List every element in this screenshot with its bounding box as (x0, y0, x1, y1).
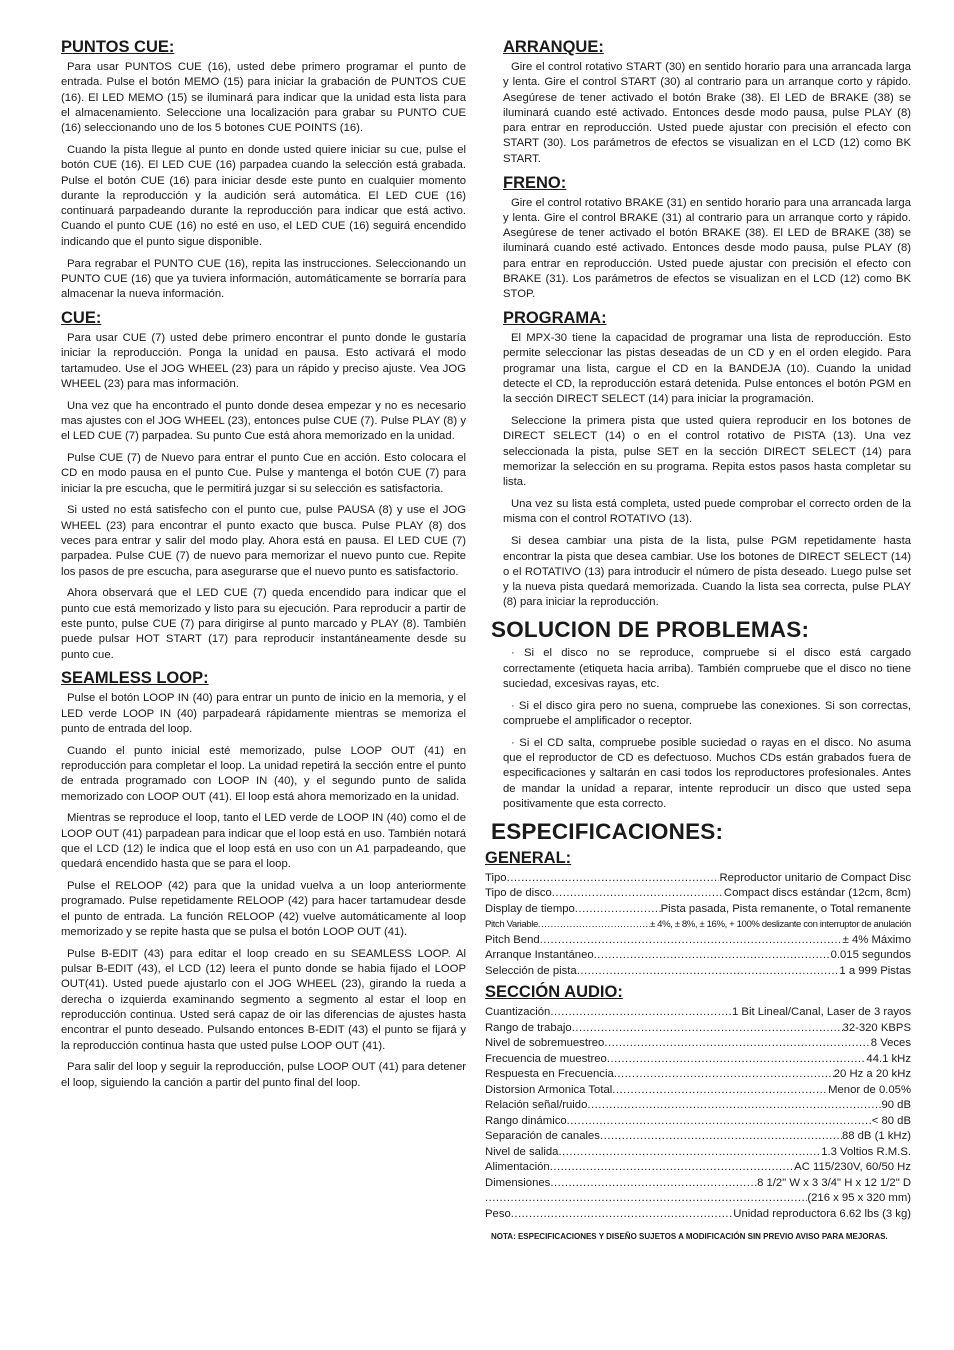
paragraph: Cuando la pista llegue al punto en donde usted quiere iniciar su cue, pulse el botón CUE (16). El LED CUE (16) parpadea cuando la selección está grabada. Pulse el botón CUE (16) para iniciar desde este punto en cualquier momento durante la reproducción y la audición será automática. El LED CUE (16) continuará parpadeando durante la reproducción para indicar que está activo. Cuando el punto CUE (16) no esté en uso, el LED CUE (16) seguirá encendido indicando que el punto sigue disponible. (61, 143, 466, 248)
spec-row (485, 871, 911, 887)
spec-value: 1 a 999 Pistas (839, 964, 911, 977)
subsection-title-seccion-audio: SECCIÓN AUDIO: (485, 983, 623, 1002)
spec-value: 32-320 KBPS (842, 1021, 911, 1034)
spec-row (485, 948, 911, 964)
subsection-title-general: GENERAL: (485, 848, 572, 867)
spec-leader-dots (511, 1207, 734, 1223)
spec-row (485, 886, 911, 902)
spec-leader-dots (594, 948, 831, 964)
spec-value: Compact discs estándar (12cm, 8cm) (723, 887, 911, 900)
left-column (61, 34, 466, 1098)
section-body-cue (61, 331, 466, 663)
spec-label: Alimentación (485, 1161, 550, 1174)
paragraph: El MPX-30 tiene la capacidad de programar una lista de reproducción. Esto permite seleccionar las pistas deseadas de un CD y en el orden elegido. Para programar una lista, cargue el CD en la BANDEJA (10). Cuando la unidad detecte el CD, la reproducción estará detenida. Pulse entonces el botón PGM en la sección DIRECT SELECT (14) para iniciar la programación. (503, 332, 911, 406)
section-title-programa: PROGRAMA: (503, 309, 607, 328)
spec-row (485, 1176, 911, 1192)
paragraph: · Si el CD salta, compruebe posible suciedad o rayas en el disco. No asuma que el reproductor de CD es defectuoso. Muchos CDs están grabados fuera de especificaciones y saltarán en casi todos los reproductores profesionales. Antes de mandar la unidad a reparar, intente reproducir un disco que usted sepa positivamente que esta correcto. (503, 736, 911, 810)
spec-value: ± 4%, ± 8%, ± 16%, + 100% deslizante con interruptor de anulación (650, 919, 911, 931)
spec-value: Reproductor unitario de Compact Disc (719, 871, 911, 884)
spec-list-audio (485, 1005, 911, 1222)
spec-leader-dots (575, 902, 661, 918)
section-body-puntos-cue (61, 60, 466, 302)
spec-row (485, 1114, 911, 1130)
paragraph: · Si el disco gira pero no suena, compruebe las conexiones. Si son correctas, compruebe el amplificador o receptor. (503, 699, 911, 727)
spec-leader-dots (550, 1160, 794, 1176)
paragraph: Para usar CUE (7) usted debe primero encontrar el punto donde le gustaría iniciar la reproducción. Ponga la unidad en pausa. Esto activará el modo tartamudeo. Use el JOG WHEEL (23) para un rápido y preciso ajuste. Vea JOG WHEEL (23) para mas información. (61, 331, 466, 390)
section-title-arranque: ARRANQUE: (503, 38, 604, 56)
spec-leader-dots (507, 871, 720, 887)
spec-row (485, 1067, 911, 1083)
spec-leader-dots (612, 1083, 828, 1099)
spec-label: Distorsion Armonica Total (485, 1083, 613, 1096)
spec-label: Nivel de sobremuestreo (485, 1037, 605, 1050)
spec-row (485, 1145, 911, 1161)
spec-leader-dots (485, 1191, 807, 1207)
spec-value: ± 4% Máximo (842, 933, 911, 946)
spec-row (485, 902, 911, 918)
spec-leader-dots (540, 933, 843, 949)
spec-value: Menor de 0.05% (828, 1083, 911, 1096)
spec-leader-dots (600, 1129, 842, 1145)
spec-leader-dots (558, 1145, 821, 1161)
paragraph: Cuando el punto inicial esté memorizado, pulse LOOP OUT (41) en reproducción para completar el loop. La unidad repetirá la sección entre el punto de entrada programado con LOOP IN (40), y el segundo punto de salida memorizado con LOOP OUT (41). El loop está ahora memorizado en la unidad. (61, 744, 466, 803)
spec-row (485, 1036, 911, 1052)
spec-label: Frecuencia de muestreo (485, 1052, 607, 1065)
spec-value: 8 Veces (870, 1037, 911, 1050)
spec-label: Peso (485, 1207, 511, 1220)
spec-label: Rango de trabajo (485, 1021, 572, 1034)
spec-leader-dots (604, 1036, 870, 1052)
spec-value: 20 Hz a 20 kHz (833, 1068, 911, 1081)
spec-leader-dots (538, 917, 650, 933)
right-column (485, 34, 911, 1243)
spec-value: < 80 dB (871, 1114, 911, 1127)
spec-leader-dots (577, 964, 840, 980)
spec-value: 0.015 segundos (830, 949, 911, 962)
spec-value: (216 x 95 x 320 mm) (807, 1192, 911, 1205)
spec-leader-dots (607, 1052, 867, 1068)
paragraph: Si desea cambiar una pista de la lista, pulse PGM repetidamente hasta encontrar la pista que desea cambiar. Use los botones de DIRECT SELECT (14) o el ROTATIVO (13) para introducir el número de pista deseado. Luego pulse set y la nueva pista quedará memorizada. Cuando la lista sea correcta, pulse PLAY (8) para iniciar la reproducción. (503, 535, 911, 609)
spec-row (485, 1052, 911, 1068)
paragraph: Para regrabar el PUNTO CUE (16), repita las instrucciones. Seleccionando un PUNTO CUE (16) que ya tuviera información, automáticamente se borraría para almacenar la nueva información. (61, 257, 466, 301)
paragraph: Pulse B-EDIT (43) para editar el loop creado en su SEAMLESS LOOP. Al pulsar B-EDIT (43), el LCD (12) leera el punto donde se habia fijado el LOOP OUT(41). Usted puede ajustarlo con el JOG WHEEL (23), girando la rueda a derecha o izquierda examinando segmento a segmento al estar el loop en reproducción continua. Usted será capaz de oir las diferencias de ajustes hasta encontrar el punto deseado. Pulsando entonces B-EDIT (43) el punto se fijará y la reproducción continua hasta que usted pulse LOOP OUT (41). (61, 947, 466, 1052)
paragraph: Pulse el RELOOP (42) para que la unidad vuelva a un loop anteriormente programado. Pulse repetidamente RELOOP (42) para hacer tartamudear desde el punto de entrada. La función RELOOP (42) vuelve automáticamente al loop memorizado y se repite hasta que se pulsa el botón LOOP OUT (41). (61, 880, 466, 939)
spec-row (485, 1098, 911, 1114)
spec-label: Arranque Instantáneo (485, 949, 594, 962)
section-title-puntos-cue: PUNTOS CUE: (61, 38, 175, 56)
spec-label: Separación de canales (485, 1130, 600, 1143)
section-title-seamless-loop: SEAMLESS LOOP: (61, 669, 209, 688)
spec-row (485, 1021, 911, 1037)
section-body-seamless-loop (61, 691, 466, 1091)
spec-leader-dots (552, 886, 724, 902)
spec-row (485, 933, 911, 949)
spec-row (485, 1207, 911, 1223)
spec-leader-dots (550, 1176, 757, 1192)
section-title-cue: CUE: (61, 308, 102, 327)
spec-value: 8 1/2" W x 3 3/4" H x 12 1/2" D (757, 1176, 911, 1189)
footnote: NOTA: ESPECIFICACIONES Y DISEÑO SUJETOS A MODIFICACIÓN SIN PREVIO AVISO PARA MEJORAS. (491, 1232, 888, 1242)
paragraph: Gire el control rotativo BRAKE (31) en sentido horario para una arrancada larga y lenta. Gire el control BRAKE (31) al contrario para un arranque corto y rápido. Asegúrese de tener activado el botón BRAKE (38). El LED de BRAKE (38) se iluminará cuando esté activado. Entonces desde modo pausa, pulse PLAY (8) para entrar en reproducción. Usted puede ajustar con precisión el efecto con BRAKE (31). Los parámetros de efectos se visualizan en el LCD (12) como BK STOP. (503, 196, 911, 301)
spec-label: Selección de pista (485, 964, 577, 977)
spec-label: Rango dinámico (485, 1114, 567, 1127)
section-title-solucion-de-problemas: SOLUCION DE PROBLEMAS: (491, 617, 810, 643)
spec-list-general (485, 871, 911, 980)
spec-value: 1.3 Voltios R.M.S. (821, 1145, 911, 1158)
paragraph: Si usted no está satisfecho con el punto cue, pulse PAUSA (8) y use el JOG WHEEL (23) para encontrar el punto exacto que busca. Pulse PLAY (8) dos veces para entrar y salir del modo play. Ahora está en pausa. El LED CUE (7) parpadea. Pulse CUE (7) de nuevo para memorizar el nuevo punto cue. Repite los pasos de pre escucha, para asegurarse que el nuevo punto es satisfactorio. (61, 504, 466, 578)
paragraph: Pulse CUE (7) de Nuevo para entrar el punto Cue en acción. Esto colocara el CD en modo pausa en el punto Cue. Pulse y mantenga el botón CUE (7) para iniciar la pre escucha, que le permitirá juzgar si su selección es satisfactoria. (61, 452, 466, 495)
spec-label: Relación señal/ruido (485, 1099, 588, 1112)
paragraph: Mientras se reproduce el loop, tanto el LED verde de LOOP IN (40) como el de LOOP OUT (41) parpadean para indicar que el loop está en uso. También notará que el LCD (12) le indica que el loop está en uso con un A1 parpadeando, que quedará encendido hasta que se para el loop. (61, 812, 466, 871)
spec-value: Pista pasada, Pista remanente, o Total remanente (660, 902, 911, 915)
spec-label: Tipo (485, 871, 507, 884)
spec-value: 44.1 kHz (866, 1052, 911, 1065)
spec-label: Pitch Variable (485, 919, 538, 931)
spec-row (485, 1083, 911, 1099)
paragraph: Gire el control rotativo START (30) en sentido horario para una arrancada larga y lenta. Gire el control START (30) al contrario para un arranque corto y rápido. Asegúrese de tener activado el botón Brake (38). El LED de BRAKE (38) se iluminará cuando esté activado. Entonces desde modo pausa, pulse PLAY (8) para entrar en reproducción. Usted puede ajustar con precisión el efecto con START (30). Los parámetros de efectos se visualizan en el LCD (12) como BK START. (503, 61, 911, 165)
spec-leader-dots (550, 1005, 732, 1021)
spec-label: Tipo de disco (485, 887, 552, 900)
spec-label: Pitch Bend (485, 933, 540, 946)
paragraph: · Si el disco no se reproduce, compruebe si el disco está cargado correctamente (etiqueta hacia arriba). También compruebe que el disco no tiene suciedad, excesivas rayas, etc. (503, 647, 911, 690)
spec-leader-dots (614, 1067, 834, 1083)
paragraph: Ahora observará que el LED CUE (7) queda encendido para indicar que el punto cue está memorizado y listo para su ejecución. Para reproducir a partir de este punto, pulse CUE (7) para dirigirse al punto marcado y PLAY (8). También puede pulsar HOT START (17) para reproducir instantáneamente desde su punto cue. (61, 587, 466, 661)
spec-value: 1 Bit Lineal/Canal, Laser de 3 rayos (732, 1006, 911, 1019)
spec-label: Nivel de salida (485, 1145, 559, 1158)
paragraph: Una vez su lista está completa, usted puede comprobar el correcto orden de la misma con el control ROTATIVO (13). (503, 498, 911, 526)
paragraph: Una vez que ha encontrado el punto donde desea empezar y no es necesario mas ajustes con el JOG WHEEL (23), entonces pulse CUE (7). Pulse PLAY (8) y el LED CUE (7) parpadea. Su punto Cue está ahora memorizado en la unidad. (61, 399, 466, 443)
spec-row (485, 917, 911, 933)
spec-leader-dots (567, 1114, 872, 1130)
paragraph: Para salir del loop y seguir la reproducción, pulse LOOP OUT (41) para detener el loop, siguiendo la canción a partir del punto final del loop. (61, 1061, 466, 1089)
spec-value: AC 115/230V, 60/50 Hz (794, 1161, 911, 1174)
spec-value: Unidad reproductora 6.62 lbs (3 kg) (733, 1207, 911, 1220)
spec-label: Respuesta en Frecuencia (485, 1068, 614, 1081)
paragraph: Seleccione la primera pista que usted quiera reproducir en los botones de DIRECT SELECT (14) o en el control rotativo de PISTA (13). Una vez seleccionada la pista, pulse SET en la sección DIRECT SELECT (14) para memorizar la selección en su programa. Repita estos pasos hasta completar su lista. (503, 415, 911, 489)
spec-leader-dots (587, 1098, 881, 1114)
paragraph: Pulse el botón LOOP IN (40) para entrar un punto de inicio en la memoria, y el LED verde LOOP IN (40) parpadeará rápidamente mientras se memoriza el punto de entrada del loop. (61, 692, 466, 735)
spec-label: Dimensiones (485, 1176, 551, 1189)
spec-row (485, 1191, 911, 1207)
spec-row (485, 1005, 911, 1021)
paragraph: Para usar PUNTOS CUE (16), usted debe primero programar el punto de entrada. Pulse el botón MEMO (15) para iniciar la grabación de PUNTOS CUE (16). El LED MEMO (15) se iluminará para indicar que la unidad esta lista para el almacenamiento. Seleccione una localización para grabar su PUNTO CUE (16) seleccionando uno de los 5 botones CUE POINTS (16). (61, 61, 466, 135)
section-title-freno: FRENO: (503, 173, 567, 192)
spec-row (485, 1160, 911, 1176)
spec-row (485, 1129, 911, 1145)
spec-label: Cuantización (485, 1006, 551, 1019)
section-title-especificaciones: ESPECIFICACIONES: (491, 818, 724, 844)
spec-row (485, 964, 911, 980)
spec-label: Display de tiempo (485, 902, 575, 915)
spec-value: 88 dB (1 kHz) (841, 1130, 911, 1143)
spec-value: 90 dB (881, 1099, 911, 1112)
spec-leader-dots (572, 1021, 843, 1037)
